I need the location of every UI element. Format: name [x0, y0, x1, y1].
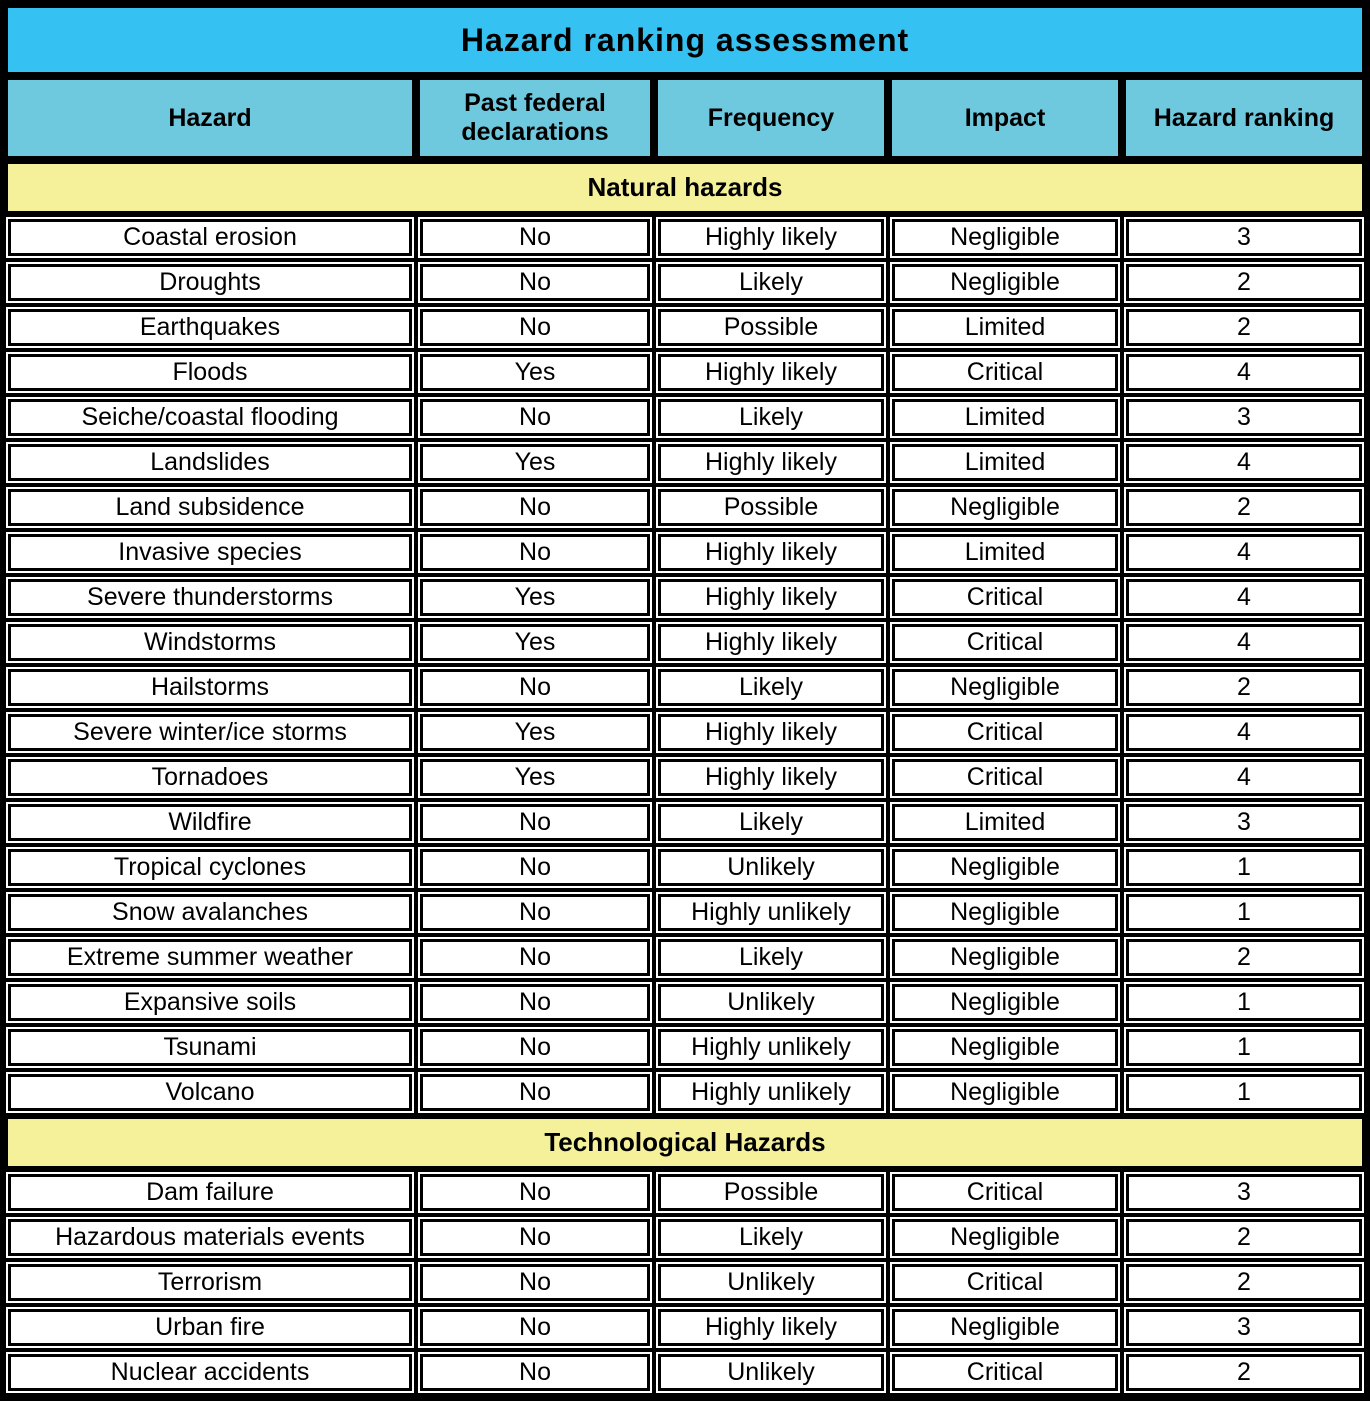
- table-title: Hazard ranking assessment: [8, 8, 1362, 72]
- cell-hazard: Invasive species: [8, 534, 412, 571]
- table-row: [8, 624, 1362, 661]
- cell-frequency: Possible: [658, 489, 884, 526]
- header-row: [8, 80, 1362, 156]
- cell-impact: Critical: [892, 579, 1118, 616]
- cell-frequency: Highly likely: [658, 354, 884, 391]
- cell-impact: Negligible: [892, 894, 1118, 931]
- cell-impact: Negligible: [892, 939, 1118, 976]
- cell-hazard: Droughts: [8, 264, 412, 301]
- table-row: [8, 1074, 1362, 1111]
- cell-frequency: Highly likely: [658, 1309, 884, 1346]
- cell-declarations: Yes: [420, 714, 650, 751]
- cell-impact: Limited: [892, 309, 1118, 346]
- cell-declarations: No: [420, 669, 650, 706]
- cell-hazard: Windstorms: [8, 624, 412, 661]
- cell-ranking: 4: [1126, 714, 1362, 751]
- cell-frequency: Likely: [658, 1219, 884, 1256]
- cell-ranking: 2: [1126, 489, 1362, 526]
- table-row: [8, 354, 1362, 391]
- cell-declarations: No: [420, 984, 650, 1021]
- cell-ranking: 2: [1126, 1219, 1362, 1256]
- cell-frequency: Highly likely: [658, 759, 884, 796]
- cell-impact: Negligible: [892, 849, 1118, 886]
- cell-impact: Negligible: [892, 1029, 1118, 1066]
- cell-impact: Negligible: [892, 1309, 1118, 1346]
- cell-frequency: Highly unlikely: [658, 1074, 884, 1111]
- cell-frequency: Highly likely: [658, 219, 884, 256]
- cell-declarations: No: [420, 534, 650, 571]
- cell-impact: Negligible: [892, 669, 1118, 706]
- cell-hazard: Snow avalanches: [8, 894, 412, 931]
- cell-impact: Negligible: [892, 1219, 1118, 1256]
- table-row: [8, 1219, 1362, 1256]
- table-row: [8, 309, 1362, 346]
- cell-impact: Negligible: [892, 489, 1118, 526]
- cell-ranking: 2: [1126, 939, 1362, 976]
- cell-impact: Negligible: [892, 264, 1118, 301]
- cell-impact: Negligible: [892, 219, 1118, 256]
- cell-declarations: No: [420, 1219, 650, 1256]
- table-row: [8, 984, 1362, 1021]
- column-header-impact: Impact: [892, 80, 1118, 156]
- cell-declarations: Yes: [420, 579, 650, 616]
- cell-frequency: Highly unlikely: [658, 894, 884, 931]
- table-row: [8, 669, 1362, 706]
- cell-frequency: Highly unlikely: [658, 1029, 884, 1066]
- cell-hazard: Extreme summer weather: [8, 939, 412, 976]
- table-row: [8, 264, 1362, 301]
- cell-ranking: 3: [1126, 804, 1362, 841]
- cell-hazard: Hailstorms: [8, 669, 412, 706]
- table-row: [8, 894, 1362, 931]
- cell-declarations: No: [420, 1354, 650, 1391]
- table-row: [8, 444, 1362, 481]
- cell-hazard: Volcano: [8, 1074, 412, 1111]
- table-row: [8, 489, 1362, 526]
- column-header-frequency: Frequency: [658, 80, 884, 156]
- cell-hazard: Wildfire: [8, 804, 412, 841]
- cell-frequency: Likely: [658, 804, 884, 841]
- cell-hazard: Land subsidence: [8, 489, 412, 526]
- table-row: [8, 1029, 1362, 1066]
- cell-declarations: No: [420, 1029, 650, 1066]
- cell-impact: Critical: [892, 1354, 1118, 1391]
- cell-declarations: No: [420, 849, 650, 886]
- cell-hazard: Tsunami: [8, 1029, 412, 1066]
- cell-declarations: No: [420, 1074, 650, 1111]
- cell-declarations: Yes: [420, 444, 650, 481]
- table-row: [8, 219, 1362, 256]
- table-row: [8, 714, 1362, 751]
- cell-frequency: Unlikely: [658, 1264, 884, 1301]
- cell-declarations: No: [420, 1309, 650, 1346]
- column-header-hazard-ranking: Hazard ranking: [1126, 80, 1362, 156]
- cell-ranking: 4: [1126, 624, 1362, 661]
- cell-declarations: No: [420, 399, 650, 436]
- cell-ranking: 3: [1126, 1309, 1362, 1346]
- cell-frequency: Unlikely: [658, 984, 884, 1021]
- cell-frequency: Highly likely: [658, 714, 884, 751]
- cell-frequency: Possible: [658, 1174, 884, 1211]
- table-row: [8, 1174, 1362, 1211]
- table-row: [8, 1264, 1362, 1301]
- cell-ranking: 1: [1126, 984, 1362, 1021]
- cell-frequency: Possible: [658, 309, 884, 346]
- cell-ranking: 1: [1126, 849, 1362, 886]
- cell-hazard: Nuclear accidents: [8, 1354, 412, 1391]
- cell-frequency: Highly likely: [658, 624, 884, 661]
- cell-frequency: Likely: [658, 939, 884, 976]
- cell-frequency: Unlikely: [658, 1354, 884, 1391]
- table-row: [8, 1309, 1362, 1346]
- cell-ranking: 3: [1126, 1174, 1362, 1211]
- cell-hazard: Hazardous materials events: [8, 1219, 412, 1256]
- cell-hazard: Expansive soils: [8, 984, 412, 1021]
- cell-ranking: 2: [1126, 264, 1362, 301]
- cell-hazard: Terrorism: [8, 1264, 412, 1301]
- cell-impact: Negligible: [892, 984, 1118, 1021]
- cell-impact: Critical: [892, 1174, 1118, 1211]
- cell-declarations: No: [420, 1174, 650, 1211]
- cell-ranking: 3: [1126, 399, 1362, 436]
- cell-hazard: Severe winter/ice storms: [8, 714, 412, 751]
- cell-hazard: Severe thunderstorms: [8, 579, 412, 616]
- cell-declarations: No: [420, 804, 650, 841]
- table-row: [8, 849, 1362, 886]
- cell-frequency: Highly likely: [658, 534, 884, 571]
- table-row: [8, 759, 1362, 796]
- cell-impact: Critical: [892, 1264, 1118, 1301]
- cell-declarations: No: [420, 894, 650, 931]
- cell-hazard: Seiche/coastal flooding: [8, 399, 412, 436]
- cell-impact: Critical: [892, 714, 1118, 751]
- cell-impact: Negligible: [892, 1074, 1118, 1111]
- cell-frequency: Likely: [658, 264, 884, 301]
- cell-frequency: Likely: [658, 669, 884, 706]
- table-row: [8, 579, 1362, 616]
- cell-ranking: 4: [1126, 534, 1362, 571]
- cell-declarations: Yes: [420, 354, 650, 391]
- cell-declarations: No: [420, 1264, 650, 1301]
- cell-frequency: Highly likely: [658, 444, 884, 481]
- table-row: [8, 1354, 1362, 1391]
- cell-declarations: No: [420, 939, 650, 976]
- table-row: [8, 804, 1362, 841]
- cell-declarations: No: [420, 264, 650, 301]
- cell-hazard: Landslides: [8, 444, 412, 481]
- cell-declarations: No: [420, 219, 650, 256]
- cell-impact: Critical: [892, 354, 1118, 391]
- cell-impact: Critical: [892, 759, 1118, 796]
- cell-ranking: 4: [1126, 354, 1362, 391]
- cell-ranking: 3: [1126, 219, 1362, 256]
- cell-impact: Critical: [892, 624, 1118, 661]
- cell-ranking: 1: [1126, 1074, 1362, 1111]
- cell-ranking: 4: [1126, 579, 1362, 616]
- cell-impact: Limited: [892, 534, 1118, 571]
- cell-frequency: Likely: [658, 399, 884, 436]
- cell-ranking: 4: [1126, 759, 1362, 796]
- cell-ranking: 2: [1126, 1264, 1362, 1301]
- column-header-hazard: Hazard: [8, 80, 412, 156]
- cell-impact: Limited: [892, 399, 1118, 436]
- cell-frequency: Highly likely: [658, 579, 884, 616]
- cell-frequency: Unlikely: [658, 849, 884, 886]
- cell-ranking: 2: [1126, 1354, 1362, 1391]
- cell-hazard: Tropical cyclones: [8, 849, 412, 886]
- cell-ranking: 1: [1126, 894, 1362, 931]
- cell-declarations: Yes: [420, 624, 650, 661]
- section-header-natural-hazards: Natural hazards: [8, 164, 1362, 211]
- cell-ranking: 1: [1126, 1029, 1362, 1066]
- cell-declarations: No: [420, 489, 650, 526]
- table-row: [8, 534, 1362, 571]
- cell-hazard: Dam failure: [8, 1174, 412, 1211]
- cell-ranking: 2: [1126, 669, 1362, 706]
- cell-impact: Limited: [892, 444, 1118, 481]
- cell-ranking: 2: [1126, 309, 1362, 346]
- cell-hazard: Earthquakes: [8, 309, 412, 346]
- cell-hazard: Tornadoes: [8, 759, 412, 796]
- column-header-past-federal-declarations: Past federal declarations: [420, 80, 650, 156]
- cell-hazard: Coastal erosion: [8, 219, 412, 256]
- cell-hazard: Floods: [8, 354, 412, 391]
- table-row: [8, 939, 1362, 976]
- cell-ranking: 4: [1126, 444, 1362, 481]
- table-row: [8, 399, 1362, 436]
- cell-hazard: Urban fire: [8, 1309, 412, 1346]
- cell-impact: Limited: [892, 804, 1118, 841]
- section-header-technological-hazards: Technological Hazards: [8, 1119, 1362, 1166]
- cell-declarations: Yes: [420, 759, 650, 796]
- cell-declarations: No: [420, 309, 650, 346]
